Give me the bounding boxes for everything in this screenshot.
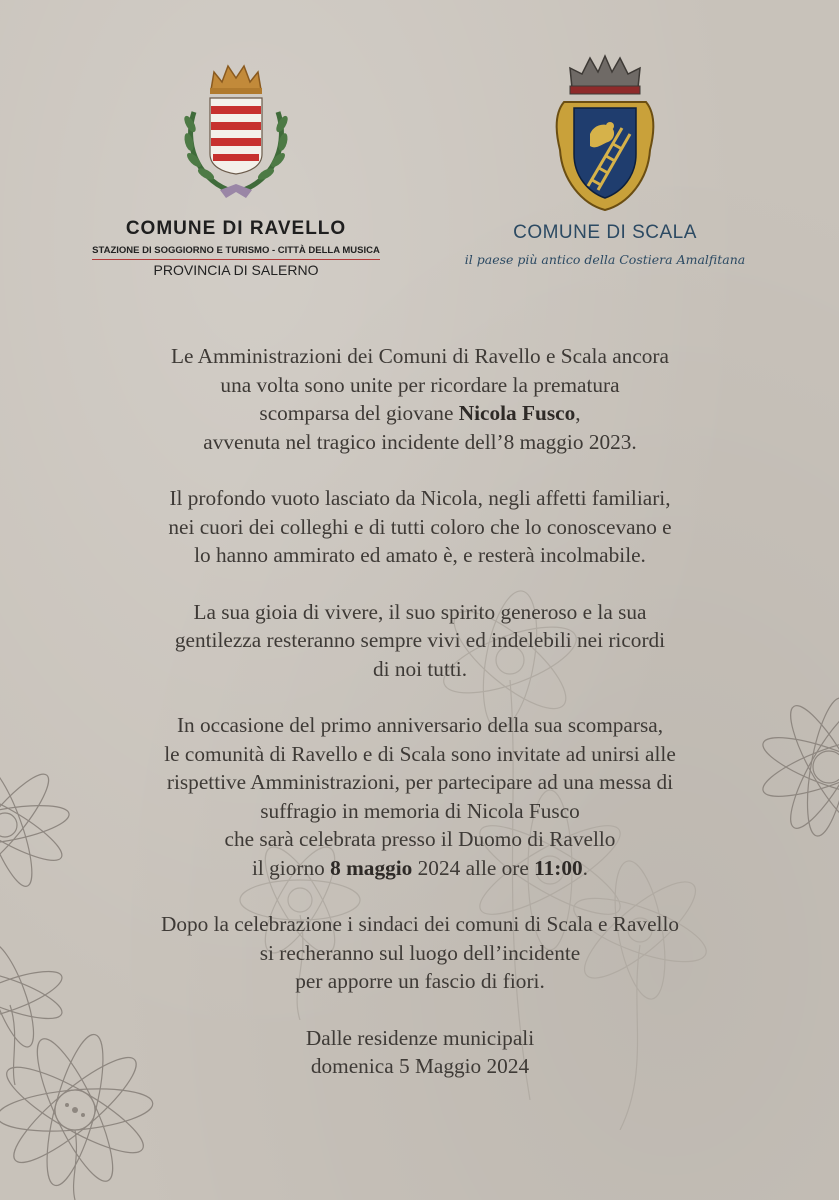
paragraph-joy xyxy=(80,598,760,684)
ravello-name: COMUNE DI RAVELLO xyxy=(125,218,347,239)
text-line: 2024 alle ore xyxy=(412,855,535,880)
text-line: suffragio in memoria di Nicola Fusco xyxy=(260,798,580,823)
ravello-coat-of-arms-icon xyxy=(176,62,296,202)
text-line: una volta sono unite per ricordare la prematura xyxy=(220,372,620,397)
memorial-message xyxy=(80,342,760,1081)
signature-date: domenica 5 Maggio 2024 xyxy=(310,1054,530,1078)
text-line: Dopo la celebrazione i sindaci dei comuni di Scala e Ravello xyxy=(160,912,680,936)
text-line: che sarà celebrata presso il Duomo di Ravello xyxy=(224,827,616,851)
deceased-name: Nicola Fusco xyxy=(458,401,576,425)
ravello-logo-block xyxy=(86,62,386,278)
mass-date: 8 maggio xyxy=(330,855,413,880)
text-line: le comunità di Ravello e di Scala sono invitate ad unirsi alle xyxy=(164,741,676,766)
text-line: . xyxy=(582,855,588,880)
scala-name: COMUNE DI SCALA xyxy=(513,222,697,243)
text-line: In occasione del primo anniversario della sua scomparsa, xyxy=(176,713,664,737)
paragraph-flowers xyxy=(80,910,760,996)
text-line: La sua gioia di vivere, il suo spirito generoso e la sua xyxy=(193,599,647,624)
text-line: si recheranno sul luogo dell’incidente xyxy=(259,940,581,965)
text-line: gentilezza resteranno sempre vivi ed indelebili nei ricordi xyxy=(174,628,666,652)
text-line: di noi tutti. xyxy=(372,656,468,681)
paragraph-void xyxy=(80,484,760,570)
mass-time: 11:00 xyxy=(534,855,583,880)
text-line: avvenuta nel tragico incidente dell’8 maggio 2023. xyxy=(203,429,637,454)
text-line: lo hanno ammirato ed amato è, e resterà incolmabile. xyxy=(194,543,646,567)
text-line: nei cuori dei colleghi e di tutti coloro che lo conoscevano e xyxy=(168,514,672,539)
scala-coat-of-arms-icon xyxy=(550,54,660,212)
paragraph-mass-invitation xyxy=(80,711,760,882)
text-line: per apporre un fascio di fiori. xyxy=(295,969,545,993)
text-line: , xyxy=(575,401,581,425)
paragraph-signature xyxy=(80,1024,760,1081)
text-line: Dalle residenze municipali xyxy=(305,1025,535,1050)
paragraph-announcement xyxy=(80,342,760,456)
scala-motto: il paese più antico della Costiera Amalfitana xyxy=(464,252,746,267)
text-line: Il profondo vuoto lasciato da Nicola, negli affetti familiari, xyxy=(169,486,671,510)
text-line: rispettive Amministrazioni, per partecipare ad una messa di xyxy=(166,770,674,794)
text-line: il giorno xyxy=(252,855,331,880)
ravello-subtitle: STAZIONE DI SOGGIORNO E TURISMO - CITTÀ DELLA MUSICA xyxy=(92,245,380,260)
text-line: scomparsa del giovane xyxy=(259,401,459,425)
scala-logo-block xyxy=(445,54,765,267)
ravello-province: PROVINCIA DI SALERNO xyxy=(153,262,319,278)
text-line: Le Amministrazioni dei Comuni di Ravello e Scala ancora xyxy=(171,344,669,368)
